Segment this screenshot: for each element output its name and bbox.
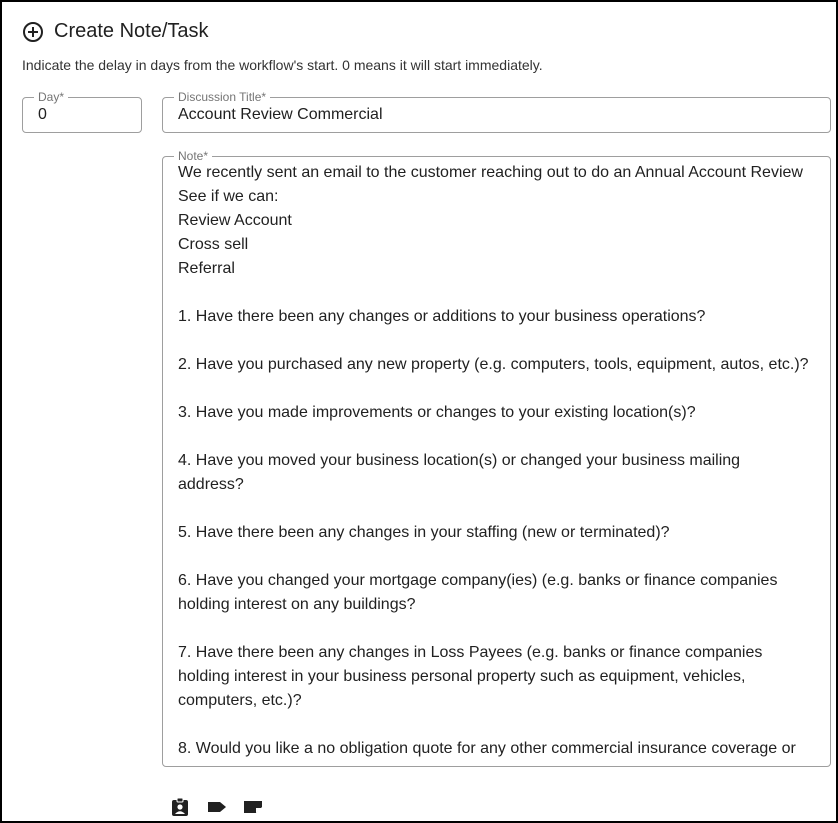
note-line: 2. Have you purchased any new property (e.g. computers, tools, equipment, autos, etc.)? xyxy=(178,356,809,373)
note-line: holding interest on any buildings? xyxy=(178,596,416,613)
note-line: 7. Have there been any changes in Loss Payees (e.g. banks or finance companies xyxy=(178,644,763,661)
note-line: We recently sent an email to the customer reaching out to do an Annual Account Review xyxy=(178,164,803,181)
panel-header xyxy=(22,20,209,43)
note-line: address? xyxy=(178,476,244,493)
add-circle-icon xyxy=(22,21,44,43)
day-field[interactable] xyxy=(22,90,142,133)
note-line: 6. Have you changed your mortgage company(ies) (e.g. banks or finance companies xyxy=(178,572,778,589)
note-line: Review Account xyxy=(178,212,292,229)
note-line: 8. Would you like a no obligation quote for any other commercial insurance coverage or xyxy=(178,740,796,757)
note-toolbar xyxy=(170,797,264,817)
note-line xyxy=(178,545,816,569)
note-field[interactable] xyxy=(162,149,831,767)
note-line xyxy=(178,377,816,401)
note-line: 1. Have there been any changes or additions to your business operations? xyxy=(178,308,706,325)
note-line xyxy=(178,329,816,353)
assignment-ind-icon[interactable] xyxy=(170,797,192,817)
note-line: See if we can: xyxy=(178,188,279,205)
label-tag-icon[interactable] xyxy=(206,797,228,817)
delay-instructions: Indicate the delay in days from the workflow's start. 0 means it will start immediately. xyxy=(22,57,543,73)
note-field-label: Note* xyxy=(174,149,212,163)
note-line: Cross sell xyxy=(178,236,249,253)
day-field-label: Day* xyxy=(34,90,68,104)
note-line: Referral xyxy=(178,260,235,277)
page-title: Create Note/Task xyxy=(54,20,209,42)
discussion-title-value[interactable]: Account Review Commercial xyxy=(178,106,383,123)
day-field-value[interactable]: 0 xyxy=(38,106,47,123)
discussion-title-label: Discussion Title* xyxy=(174,90,270,104)
discussion-title-field[interactable] xyxy=(162,90,831,133)
note-line xyxy=(178,425,816,449)
note-line: computers, etc.)? xyxy=(178,692,302,709)
sticky-note-icon[interactable] xyxy=(242,797,264,817)
note-line: holding interest in your business personal property such as equipment, vehicles, xyxy=(178,668,746,685)
note-line xyxy=(178,713,816,737)
note-line: 3. Have you made improvements or changes to your existing location(s)? xyxy=(178,404,696,421)
note-line xyxy=(178,281,816,305)
note-line xyxy=(178,617,816,641)
note-line: 4. Have you moved your business location(s) or changed your business mailing xyxy=(178,452,741,469)
note-line: 5. Have there been any changes in your staffing (new or terminated)? xyxy=(178,524,670,541)
note-line xyxy=(178,497,816,521)
note-textarea[interactable] xyxy=(178,161,816,762)
